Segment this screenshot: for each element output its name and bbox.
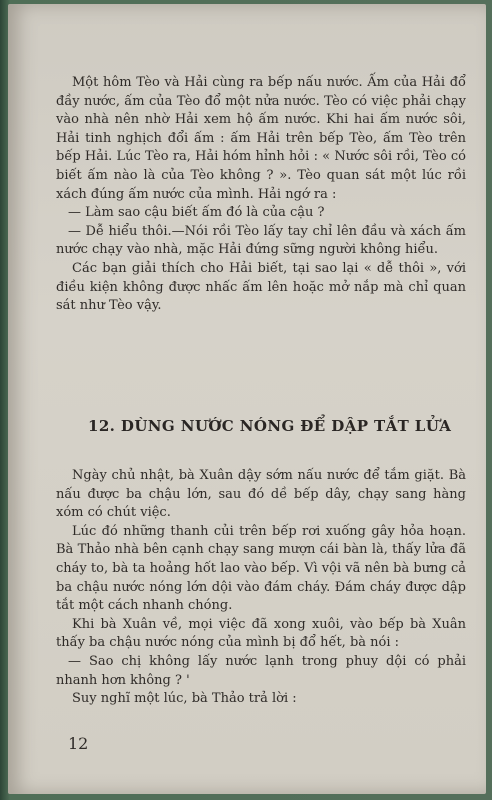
paragraph: Suy nghĩ một lúc, bà Thảo trả lời : (72, 691, 297, 707)
paragraph: Ngày chủ nhật, bà Xuân dậy sớm nấu nước để tắm giặt. Bà nấu được ba chậu lớn, sau đó dề bếp dây, chạy sang hàng xóm có chút việc. (56, 468, 466, 521)
story-passage-1 (56, 74, 466, 316)
dialog-line: — Dễ hiểu thôi.—Nói rồi Tèo lấy tay chỉ lên đầu và xách ấm nước chạy vào nhà, mặc Hải đứng sững người không hiểu. (56, 223, 466, 258)
dialog-line: — Làm sao cậu biết ấm đó là của cậu ? (68, 205, 325, 221)
story-passage-2 (56, 467, 466, 709)
page-number: 12 (68, 734, 89, 753)
section-heading: 12. DÙNG NƯỚC NÓNG ĐỂ DẬP TẮT LỬA (88, 417, 452, 435)
paragraph: Lúc đó những thanh củi trên bếp rơi xuống gây hỏa hoạn. Bà Thảo nhà bên cạnh chạy sang mượn cái bàn là, thấy lửa đã cháy to, bà ta hoảng hốt lao vào bếp. Vì vội vã nên bà bưng cả ba chậu nước nóng lớn dội vào đám cháy. Đám cháy được dập tắt một cách nhanh chóng. (56, 523, 466, 614)
dialog-line: — Sao chị không lấy nước lạnh trong phuy dội có phải nhanh hơn không ? ' (56, 653, 466, 688)
paragraph: Các bạn giải thích cho Hải biết, tại sao lại « dễ thôi », với điều kiện không được nhấc ấm lên hoặc mở nắp mà chỉ quan sát như Tèo vậy. (56, 260, 466, 314)
paragraph: Khi bà Xuân về, mọi việc đã xong xuôi, vào bếp bà Xuân thấy ba chậu nước nóng của mình bị đổ hết, bà nói : (56, 616, 466, 651)
paragraph: Một hôm Tèo và Hải cùng ra bếp nấu nước. Ấm của Hải đổ đầy nước, ấm của Tèo đổ một nửa nước. Tèo có việc phải chạy vào nhà nên nhờ Hải xem hộ ấm nước. Khi hai ấm nước sôi, Hải tinh nghịch đổi ấm : ấm Hải trên bếp Tèo, ấm Tèo trên bếp Hải. Lúc Tèo ra, Hải hóm hỉnh hỏi : « Nước sôi rồi, Tèo có biết ấm nào là của Tèo không ? ». Tèo quan sát một lúc rồi xách đúng ấm nước của mình. Hải ngớ ra : (56, 75, 466, 202)
book-page (8, 4, 486, 794)
